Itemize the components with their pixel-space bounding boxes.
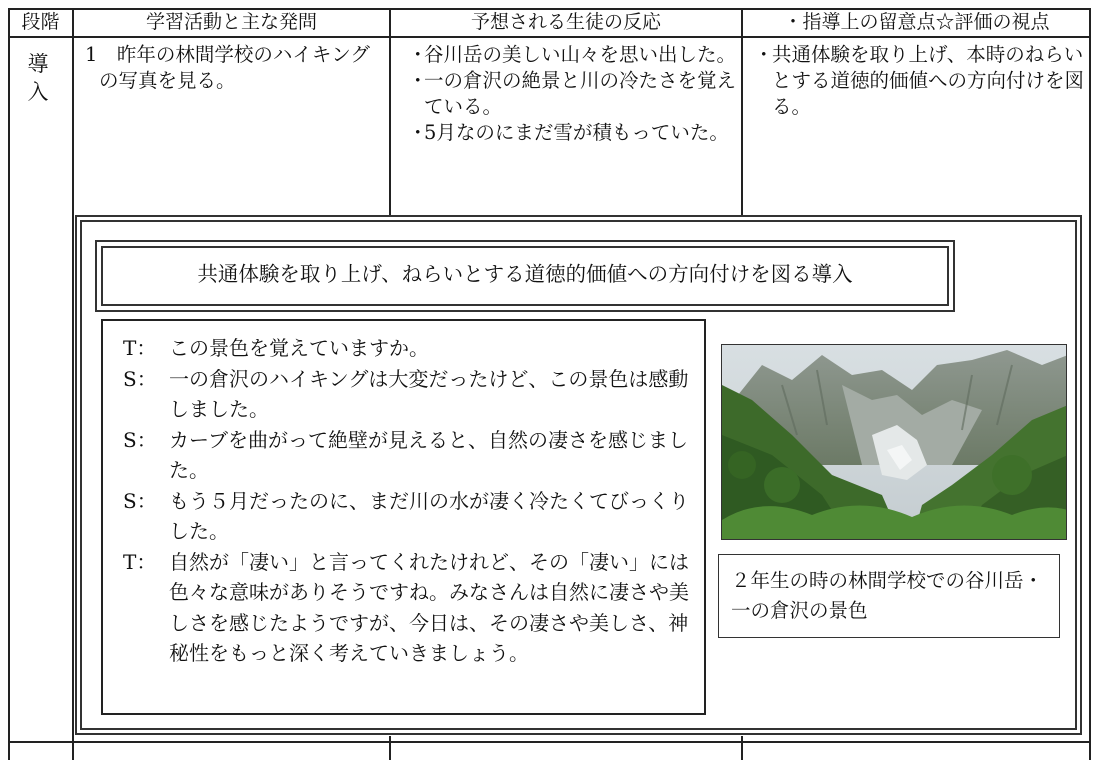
header-notes: ・指導上の留意点☆評価の視点 bbox=[783, 11, 1050, 33]
reaction-item: ・ 谷川岳の美しい山々を思い出した。 bbox=[408, 43, 737, 66]
dialogue-line: S： カーブを曲がって絶壁が見えると、自然の凄さを感じました。 bbox=[123, 427, 688, 482]
column-divider-stage bbox=[72, 8, 74, 760]
table-border-right bbox=[1089, 8, 1091, 760]
photo-caption: ２年生の時の林間学校での谷川岳・一の倉沢の景色 bbox=[718, 554, 1060, 638]
header-reaction: 予想される生徒の反応 bbox=[470, 11, 661, 33]
row-divider-bottom bbox=[8, 741, 1091, 743]
column-divider-reaction bbox=[741, 8, 743, 216]
mountain-photo bbox=[721, 344, 1067, 540]
stage-label: 導入 bbox=[27, 52, 49, 104]
notes-cell bbox=[744, 42, 1084, 120]
callout-title: 共通体験を取り上げ、ねらいとする道徳的価値への方向付けを図る導入 bbox=[95, 240, 955, 312]
reaction-item: ・ 5月なのにまだ雪が積もっていた。 bbox=[408, 121, 729, 144]
column-divider-activity-lower bbox=[389, 736, 391, 760]
dialogue-line: T： 自然が「凄い」と言ってくれたけれど、その「凄い」には色々な意味がありそうですね。みなさんは自然に凄さや美しさを感じたようですが、今日は、その凄さや美しさ、神秘性をもっと深く考えていきましょう。 bbox=[123, 549, 689, 665]
table-header-divider bbox=[8, 36, 1091, 38]
reaction-cell bbox=[396, 42, 738, 146]
reaction-item: ・ 一の倉沢の絶景と川の冷たさを覚えている。 bbox=[408, 69, 737, 118]
dialogue-line: T： この景色を覚えていますか。 bbox=[123, 336, 429, 360]
activity-text: 1 昨年の林間学校のハイキングの写真を見る。 bbox=[85, 43, 370, 92]
dialogue-box bbox=[101, 319, 706, 715]
column-divider-reaction-lower bbox=[741, 736, 743, 760]
column-divider-activity bbox=[389, 8, 391, 216]
activity-cell bbox=[85, 42, 383, 94]
header-activity: 学習活動と主な発問 bbox=[145, 11, 317, 33]
table-border-left bbox=[8, 8, 10, 760]
dialogue-line: S： もう５月だったのに、まだ川の水が凄く冷たくてびっくりした。 bbox=[123, 488, 689, 543]
notes-item: ・ 共通体験を取り上げ、本時のねらいとする道徳的価値への方向付けを図る。 bbox=[754, 43, 1085, 118]
dialogue-line: S： 一の倉沢のハイキングは大変だったけど、この景色は感動しました。 bbox=[123, 366, 689, 421]
header-stage: 段階 bbox=[21, 11, 60, 33]
